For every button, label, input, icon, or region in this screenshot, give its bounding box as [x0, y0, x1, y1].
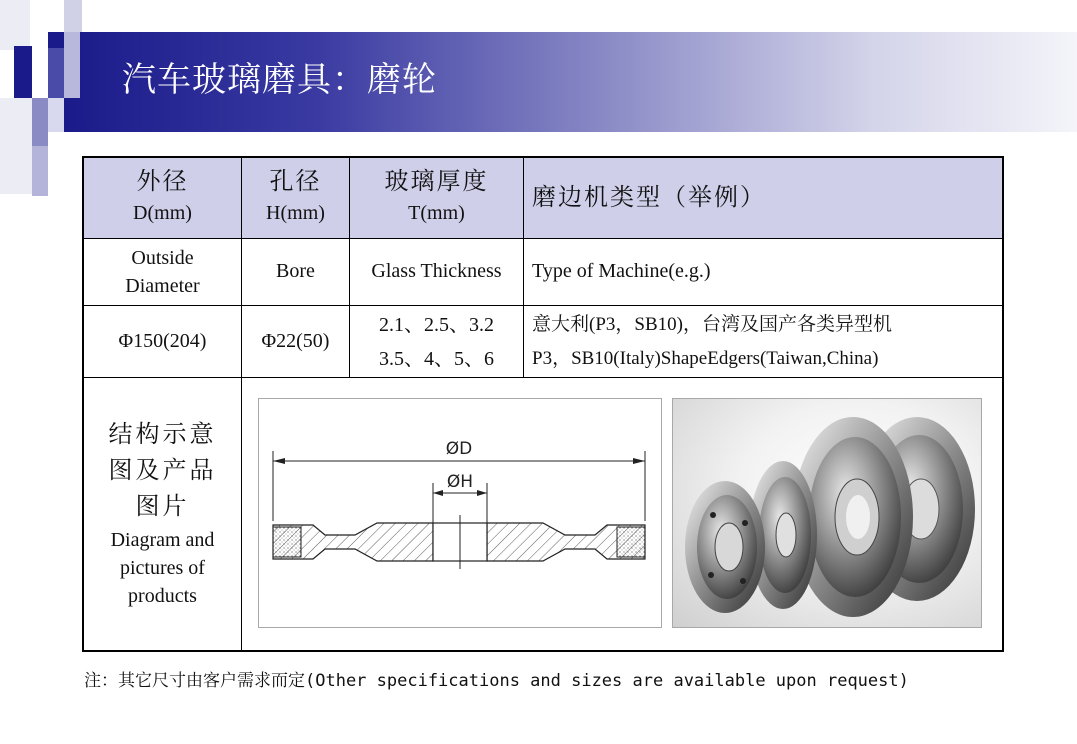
cell-text: 意大利(P3，SB10)，台湾及国产各类异型机 — [532, 314, 892, 335]
header-unit: T(mm) — [408, 202, 465, 224]
label-cn: 结构示意 — [108, 420, 217, 448]
header-outside-diameter — [84, 164, 241, 228]
diagram-row-label — [84, 416, 241, 610]
header-bore — [242, 164, 349, 228]
header-glass-thickness — [350, 164, 523, 228]
footnote: 注：其它尺寸由客户需求而定(Other specifications and sizes are available upon request) — [84, 671, 909, 691]
cell-bore-value: Φ22(50) — [261, 330, 330, 352]
cell-machine-values — [532, 308, 998, 376]
page-title: 汽车玻璃磨具：磨轮 — [122, 60, 437, 100]
grinding-wheels-illustration — [673, 399, 981, 627]
label-en: products — [128, 585, 197, 607]
cell-glass-thickness-en: Glass Thickness — [371, 260, 502, 282]
decor-square — [32, 98, 48, 146]
decor-square — [64, 0, 82, 32]
decor-square — [0, 0, 30, 50]
decor-square — [14, 46, 32, 98]
cell-text: P3，SB10(Italy)ShapeEdgers(Taiwan,China) — [532, 348, 879, 369]
row-divider — [84, 238, 1002, 239]
label-en: pictures of — [120, 557, 205, 579]
header-label-cn: 磨边机类型（举例） — [532, 183, 766, 211]
cell-outside-diameter-en — [84, 244, 241, 300]
decor-square — [48, 48, 64, 98]
wheel-section-drawing — [259, 399, 661, 627]
decor-square — [32, 146, 48, 196]
decor-square — [64, 32, 80, 98]
dim-outer-label: ØD — [445, 439, 473, 459]
header-label-cn: 玻璃厚度 — [384, 167, 489, 195]
row-divider — [84, 377, 1002, 378]
header-unit: D(mm) — [133, 202, 192, 224]
cell-text: 3.5、4、5、6 — [379, 348, 494, 370]
cell-text: 2.1、2.5、3.2 — [379, 314, 494, 336]
decor-square — [0, 98, 32, 194]
cell-text: Outside — [131, 247, 194, 269]
decor-square — [48, 32, 64, 48]
column-divider — [241, 158, 242, 650]
cross-section-diagram — [258, 398, 662, 628]
row-divider — [84, 305, 1002, 306]
spec-table — [82, 156, 1004, 652]
dim-bore-label: ØH — [446, 472, 474, 492]
cell-bore-en: Bore — [276, 260, 315, 282]
header-machine-type — [532, 178, 992, 216]
label-cn: 图片 — [135, 492, 190, 520]
label-en: Diagram and — [110, 529, 215, 551]
product-photo — [672, 398, 982, 628]
column-divider — [523, 158, 524, 377]
header-label-cn: 孔径 — [269, 167, 322, 195]
cell-text: Diameter — [125, 275, 200, 297]
header-label-cn: 外径 — [136, 167, 189, 195]
header-unit: H(mm) — [266, 202, 325, 224]
label-cn: 图及产品 — [108, 456, 217, 484]
cell-thickness-values — [350, 308, 523, 376]
cell-machine-type-en: Type of Machine(e.g.) — [532, 260, 711, 282]
cell-diameter-value: Φ150(204) — [118, 330, 207, 352]
decor-square — [48, 98, 64, 132]
